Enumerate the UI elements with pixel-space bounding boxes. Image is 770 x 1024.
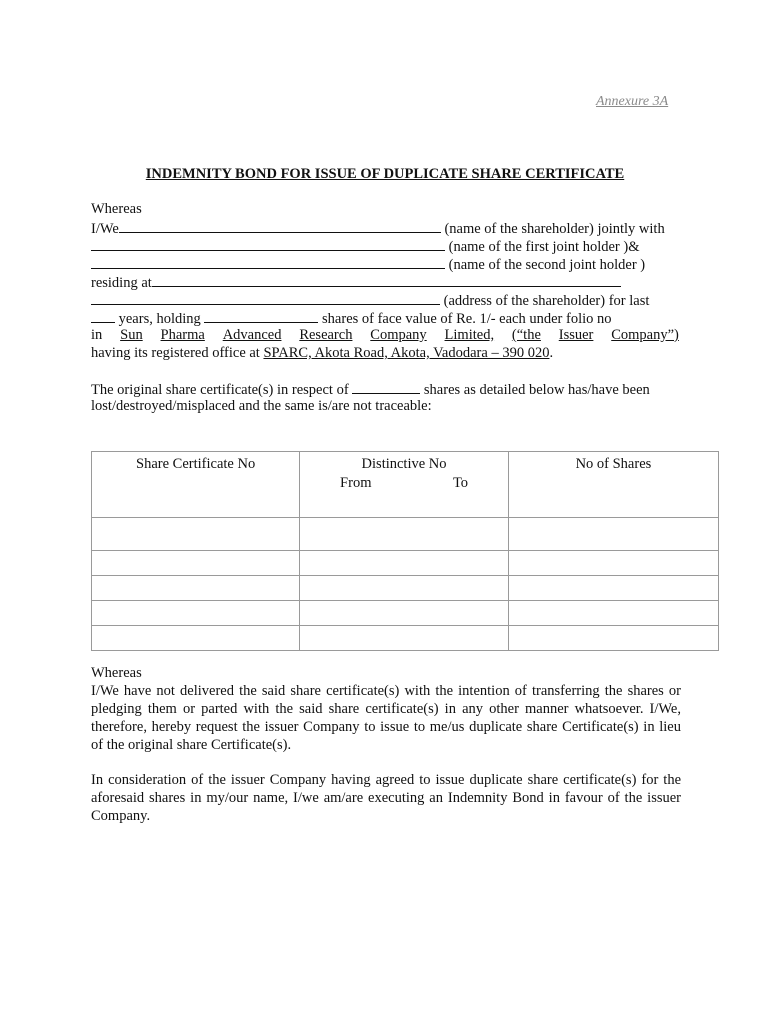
second-joint-holder-caption: (name of the second joint holder ) [448, 257, 646, 273]
lost-line-1 [91, 379, 679, 397]
table-row [92, 601, 719, 626]
in-label: in [91, 327, 103, 343]
company-word: Limited, [444, 327, 495, 343]
consideration-paragraph: In consideration of the issuer Company having agreed to issue duplicate share certificate(s) for the aforesaid shares in my/our name, I/we am/are executing an Indemnity Bond in favour of the issuer Company. [91, 772, 681, 824]
second-joint-holder-line [91, 254, 679, 272]
table-row [92, 626, 719, 651]
years-field[interactable] [91, 308, 115, 323]
face-value-caption: shares of face value of Re. 1/- each under folio no [322, 311, 612, 327]
years-line [91, 308, 679, 326]
registered-office-line [91, 344, 679, 362]
header-from-label: From [340, 475, 372, 491]
address-caption: (address of the shareholder) for last [443, 293, 650, 309]
first-joint-holder-line [91, 236, 679, 254]
certificate-table [91, 451, 719, 651]
shares-count-field[interactable] [204, 308, 318, 323]
lost-suffix: shares as detailed below has/have been [423, 382, 650, 398]
lost-shares-field[interactable] [352, 379, 420, 394]
table-cell[interactable] [92, 576, 300, 601]
shareholder-name-field[interactable] [119, 218, 441, 233]
company-word: Pharma [160, 327, 205, 343]
table-cell[interactable] [300, 626, 509, 651]
table-cell[interactable] [508, 576, 718, 601]
table-cell[interactable] [508, 601, 718, 626]
iwe-label: I/We [91, 221, 119, 237]
residing-line [91, 272, 679, 290]
company-word: Advanced [222, 327, 282, 343]
company-word: Company [370, 327, 427, 343]
office-suffix: . [549, 345, 554, 361]
office-prefix: having its registered office at [91, 345, 260, 361]
header-certificate-no-label: Share Certificate No [136, 456, 256, 472]
table-cell[interactable] [92, 518, 300, 551]
office-address: SPARC, Akota Road, Akota, Vadodara – 390 020 [263, 345, 550, 361]
first-joint-holder-field[interactable] [91, 236, 445, 251]
table-cell[interactable] [508, 626, 718, 651]
whereas-2-paragraph: I/We have not delivered the said share certificate(s) with the intention of transferring the shares or pledging them or parted with the said share certificate(s) in any other manner whatsoever. I/We, therefore, hereby request the issuer Company to issue to me/us duplicate share Certificate(s) in lieu of the original share Certificate(s). [91, 683, 681, 753]
first-joint-holder-caption: (name of the first joint holder )& [448, 239, 640, 255]
annexure-label: Annexure 3A [596, 94, 669, 109]
header-certificate-no [92, 452, 300, 518]
residing-field[interactable] [152, 272, 621, 287]
table-row [92, 551, 719, 576]
table-cell[interactable] [508, 518, 718, 551]
company-word: Company”) [611, 327, 679, 343]
company-word: Sun [120, 327, 143, 343]
second-joint-holder-field[interactable] [91, 254, 445, 269]
table-cell[interactable] [300, 551, 509, 576]
table-cell[interactable] [300, 518, 509, 551]
table-cell[interactable] [92, 551, 300, 576]
address-line [91, 290, 679, 308]
company-line [91, 326, 679, 344]
residing-label: residing at [91, 275, 152, 291]
shareholder-name-caption: (name of the shareholder) jointly with [444, 221, 665, 237]
header-distinctive-no [300, 452, 509, 518]
table-row [92, 576, 719, 601]
table-cell[interactable] [92, 626, 300, 651]
table-header-row [92, 452, 719, 518]
lost-line-2: lost/destroyed/misplaced and the same is/are not traceable: [91, 398, 432, 414]
whereas-heading: Whereas [91, 201, 142, 217]
table-cell[interactable] [300, 601, 509, 626]
years-holding-label: years, holding [118, 311, 201, 327]
table-row [92, 518, 719, 551]
address-field[interactable] [91, 290, 440, 305]
iwe-line [91, 218, 679, 236]
document-title: INDEMNITY BOND FOR ISSUE OF DUPLICATE SHARE CERTIFICATE [145, 166, 625, 182]
header-no-of-shares-label: No of Shares [575, 456, 652, 472]
table-cell[interactable] [300, 576, 509, 601]
company-word: Issuer [558, 327, 594, 343]
whereas-2-heading: Whereas [91, 665, 142, 681]
lost-prefix: The original share certificate(s) in respect of [91, 382, 349, 398]
header-no-of-shares [508, 452, 718, 518]
table-cell[interactable] [508, 551, 718, 576]
header-distinctive-label: Distinctive No [361, 456, 447, 472]
company-word: Research [299, 327, 353, 343]
table-cell[interactable] [92, 601, 300, 626]
company-word: (“the [511, 327, 541, 343]
header-to-label: To [452, 475, 469, 491]
